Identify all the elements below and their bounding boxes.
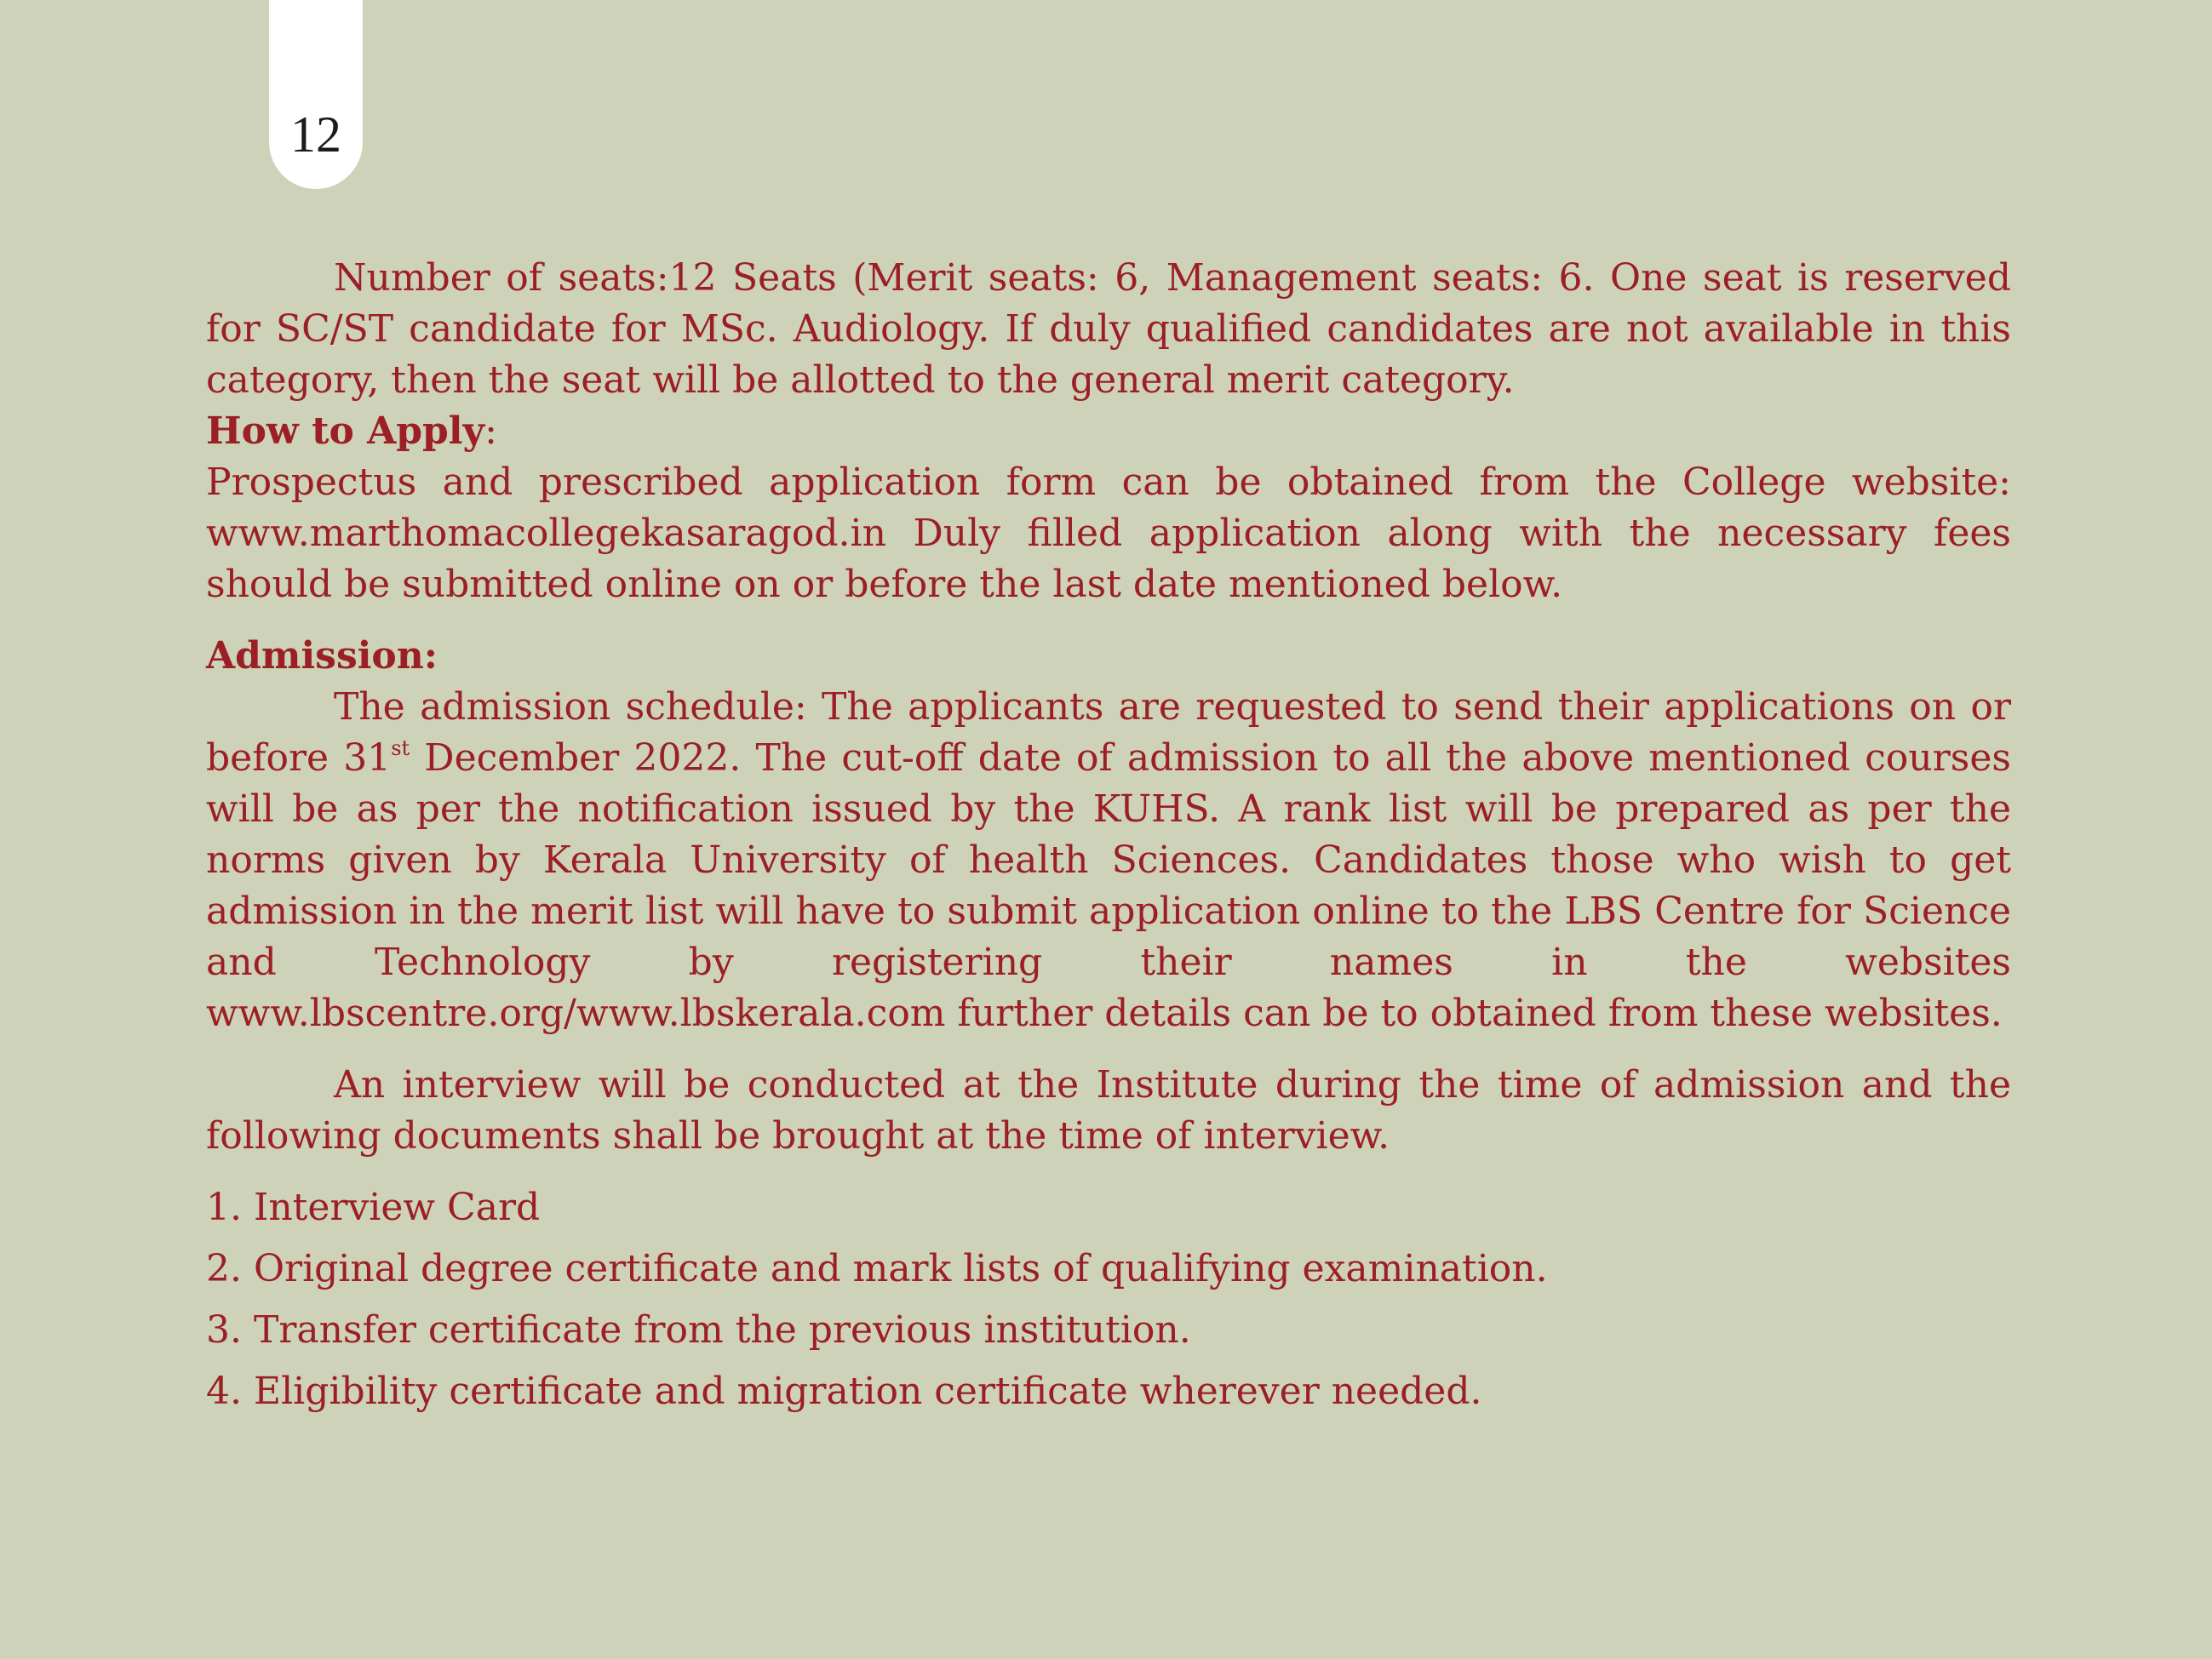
seats-paragraph: Number of seats:12 Seats (Merit seats: 6, Management seats: 6. One seat is reserved for SC/ST candidate for MSc. Audiology. If duly qualified candidates are not available in this category, then the seat will be allotted to the general merit category.	[206, 256, 2011, 402]
how-to-apply-heading: How to Apply	[206, 409, 485, 453]
how-to-apply-colon: :	[484, 409, 497, 453]
list-item: 4. Eligibility certificate and migration certificate wherever needed.	[206, 1370, 1482, 1413]
document-body	[206, 253, 2011, 1427]
list-item: 3. Transfer certificate from the previous institution.	[206, 1308, 1191, 1352]
date-ordinal-suffix: st	[391, 736, 410, 760]
page-number: 12	[290, 106, 341, 163]
list-item: 2. Original degree certificate and mark lists of qualifying examination.	[206, 1247, 1548, 1290]
admission-text-end: December 2022. The cut-off date of admission to all the above mentioned courses will be as per the notification issued by the KUHS. A rank list will be prepared as per the norms given by Kerala University of health Sciences. Candidates those who wish to get admission in the merit list will have to submit application online to the LBS Centre for Science and Technology by registering their names in the websites www.lbscentre.org/www.lbskerala.com further details can be to obtained from these websites.	[206, 736, 2011, 1035]
page-number-tab	[269, 0, 363, 189]
how-to-apply-heading-line	[206, 406, 2011, 457]
admission-heading: Admission:	[206, 634, 438, 678]
admission-text-start: The admission schedule: The applicants are requested to send their applications on or before 31	[206, 685, 2011, 780]
how-to-apply-paragraph: Prospectus and prescribed application form can be obtained from the College website: www.marthomacollegekasaragod.in Duly filled application along with the necessary fees should be submitted online on or before the last date mentioned below.	[206, 461, 2011, 606]
admission-paragraph	[206, 682, 2011, 1039]
list-item: 1. Interview Card	[206, 1186, 541, 1229]
interview-paragraph: An interview will be conducted at the Institute during the time of admission and the following documents shall be brought at the time of interview.	[206, 1063, 2011, 1158]
documents-list	[206, 1182, 2011, 1417]
